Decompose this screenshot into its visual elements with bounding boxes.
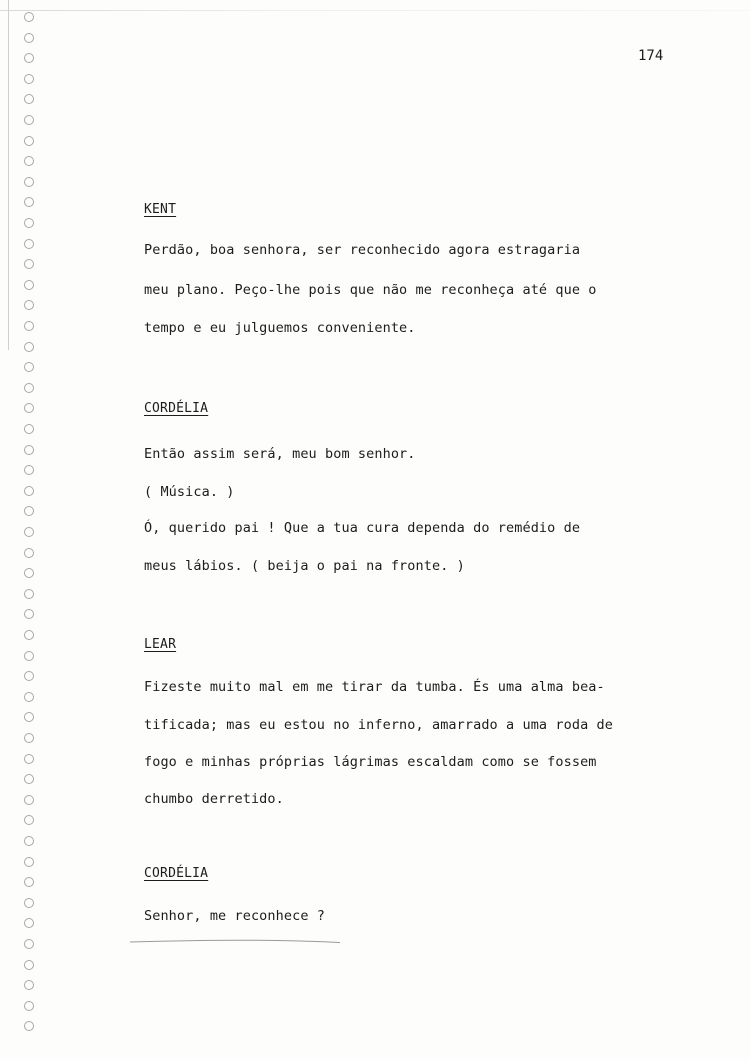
- binder-hole: [24, 342, 34, 352]
- binder-hole: [24, 980, 34, 990]
- binder-hole: [24, 362, 34, 372]
- binder-hole: [24, 877, 34, 887]
- binder-hole: [24, 939, 34, 949]
- binder-hole: [24, 218, 34, 228]
- binder-hole: [24, 177, 34, 187]
- binder-hole: [24, 671, 34, 681]
- binder-hole: [24, 94, 34, 104]
- binder-hole: [24, 239, 34, 249]
- binder-hole: [24, 33, 34, 43]
- binder-hole: [24, 589, 34, 599]
- binder-hole: [24, 486, 34, 496]
- binder-hole: [24, 898, 34, 908]
- binder-hole: [24, 548, 34, 558]
- binder-hole: [24, 754, 34, 764]
- binder-hole: [24, 465, 34, 475]
- page-top-edge: [0, 10, 750, 11]
- binder-hole: [24, 156, 34, 166]
- dialogue-line: Então assim será, meu bom senhor.: [144, 446, 416, 462]
- ink-smudge-line: [130, 938, 340, 946]
- binder-hole: [24, 815, 34, 825]
- dialogue-line: Fizeste muito mal em me tirar da tumba. És uma alma bea-: [144, 679, 605, 695]
- dialogue-line: tempo e eu julguemos conveniente.: [144, 320, 416, 336]
- speaker-cordelia: CORDÉLIA: [144, 866, 209, 881]
- binder-hole: [24, 445, 34, 455]
- binder-hole: [24, 692, 34, 702]
- speaker-lear: LEAR: [144, 637, 177, 652]
- page-number: 174: [638, 48, 664, 64]
- binder-hole: [24, 300, 34, 310]
- binder-hole: [24, 280, 34, 290]
- binder-hole: [24, 259, 34, 269]
- dialogue-line: chumbo derretido.: [144, 791, 284, 807]
- binder-hole: [24, 857, 34, 867]
- dialogue-line: tificada; mas eu estou no inferno, amarrado a uma roda de: [144, 717, 613, 733]
- binder-hole: [24, 1021, 34, 1031]
- page-left-edge: [8, 0, 9, 350]
- stage-direction: ( Música. ): [144, 484, 235, 500]
- binder-hole: [24, 960, 34, 970]
- binder-hole: [24, 733, 34, 743]
- binder-hole: [24, 630, 34, 640]
- binder-hole: [24, 197, 34, 207]
- binder-hole: [24, 918, 34, 928]
- binder-hole: [24, 712, 34, 722]
- binder-hole: [24, 12, 34, 22]
- binder-hole: [24, 53, 34, 63]
- binder-hole: [24, 383, 34, 393]
- binder-hole: [24, 321, 34, 331]
- binder-hole: [24, 774, 34, 784]
- binder-hole: [24, 136, 34, 146]
- binder-hole: [24, 609, 34, 619]
- speaker-cordelia: CORDÉLIA: [144, 401, 209, 416]
- binder-hole: [24, 568, 34, 578]
- binder-hole: [24, 795, 34, 805]
- binder-hole: [24, 1001, 34, 1011]
- binder-hole: [24, 74, 34, 84]
- dialogue-line: fogo e minhas próprias lágrimas escaldam como se fossem: [144, 754, 597, 770]
- speaker-kent: KENT: [144, 202, 177, 217]
- binder-hole: [24, 651, 34, 661]
- binder-hole: [24, 836, 34, 846]
- binder-hole: [24, 506, 34, 516]
- dialogue-line: meu plano. Peço-lhe pois que não me reconheça até que o: [144, 282, 597, 298]
- dialogue-line: meus lábios. ( beija o pai na fronte. ): [144, 558, 465, 574]
- binder-hole: [24, 115, 34, 125]
- binder-hole: [24, 403, 34, 413]
- binder-hole: [24, 527, 34, 537]
- dialogue-line: Ó, querido pai ! Que a tua cura dependa do remédio de: [144, 520, 581, 536]
- dialogue-line: Perdão, boa senhora, ser reconhecido agora estragaria: [144, 242, 581, 258]
- binder-hole: [24, 424, 34, 434]
- dialogue-line: Senhor, me reconhece ?: [144, 908, 326, 924]
